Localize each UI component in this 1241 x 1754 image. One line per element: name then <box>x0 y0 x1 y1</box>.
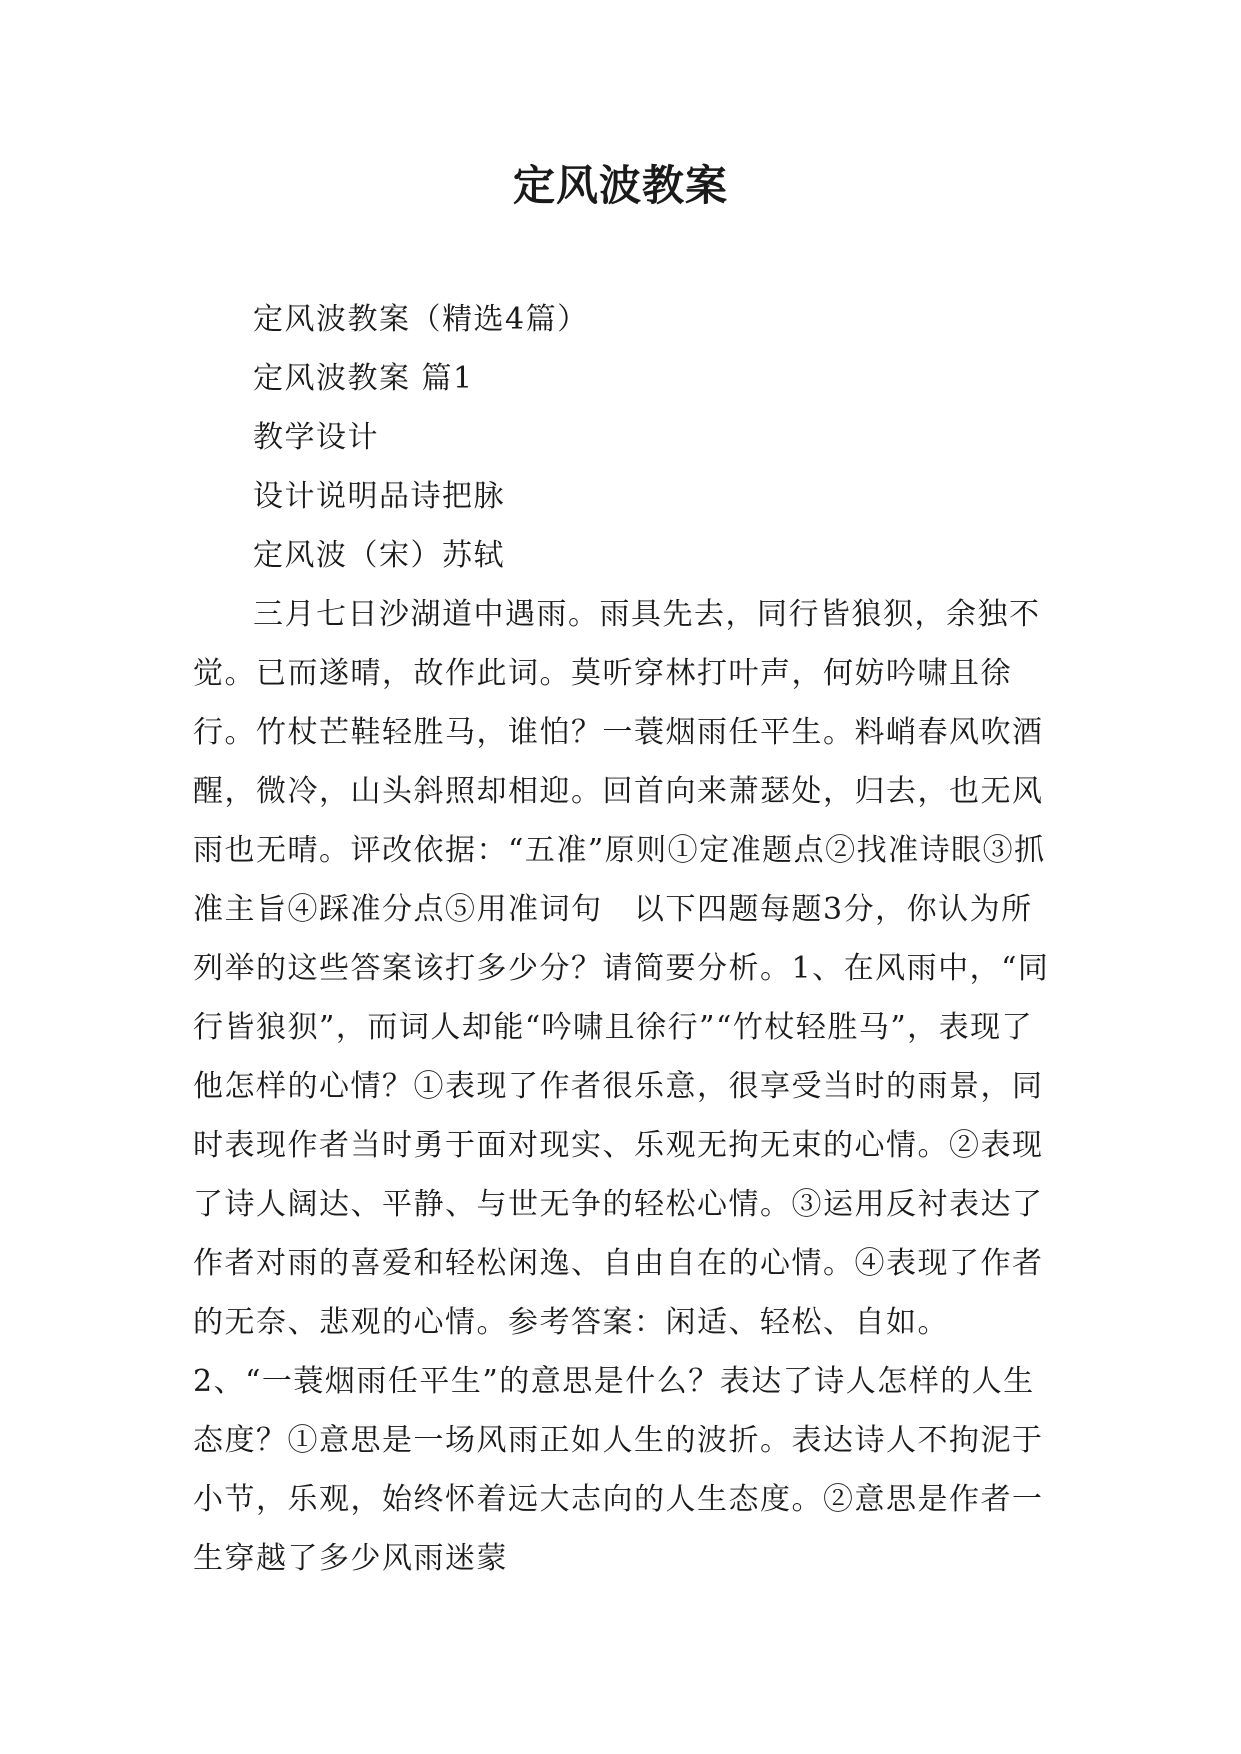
document-body <box>193 290 1053 1588</box>
poem-title-line: 定风波（宋）苏轼 <box>253 538 505 573</box>
body-paragraph: 三月七日沙湖道中遇雨。雨具先去，同行皆狼狈，余独不觉。已而遂晴，故作此词。莫听穿林打叶声，何妨吟啸且徐行。竹杖芒鞋轻胜马，谁怕？一蓑烟雨任平生。料峭春风吹酒醒，微冷，山头斜照却相迎。回首向来萧瑟处，归去，也无风雨也无晴。评改依据：“五准”原则①定准题点②找准诗眼③抓准主旨④踩准分点⑤用准词句 以下四题每题3分，你认为所列举的这些答案该打多少分？请简要分析。1、在风雨中，“同行皆狼狈”，而词人却能“吟啸且徐行”“竹杖轻胜马”，表现了他怎样的心情？①表现了作者很乐意，很享受当时的雨景，同时表现作者当时勇于面对现实、乐观无拘无束的心情。②表现了诗人阔达、平静、与世无争的轻松心情。③运用反衬表达了作者对雨的喜爱和轻松闲逸、自由自在的心情。④表现了作者的无奈、悲观的心情。参考答案：闲适、轻松、自如。 2、“一蓑烟雨任平生”的意思是什么？表达了诗人怎样的人生态度？①意思是一场风雨正如人生的波折。表达诗人不拘泥于小节，乐观，始终怀着远大志向的人生态度。②意思是作者一生穿越了多少风雨迷蒙 <box>193 597 1050 1576</box>
collection-heading: 定风波教案（精选4篇） <box>253 302 589 337</box>
design-note: 设计说明品诗把脉 <box>253 479 505 514</box>
subsection-heading: 教学设计 <box>253 420 379 455</box>
document-title: 定风波教案 <box>512 161 728 210</box>
section-heading: 定风波教案 篇1 <box>253 361 474 396</box>
